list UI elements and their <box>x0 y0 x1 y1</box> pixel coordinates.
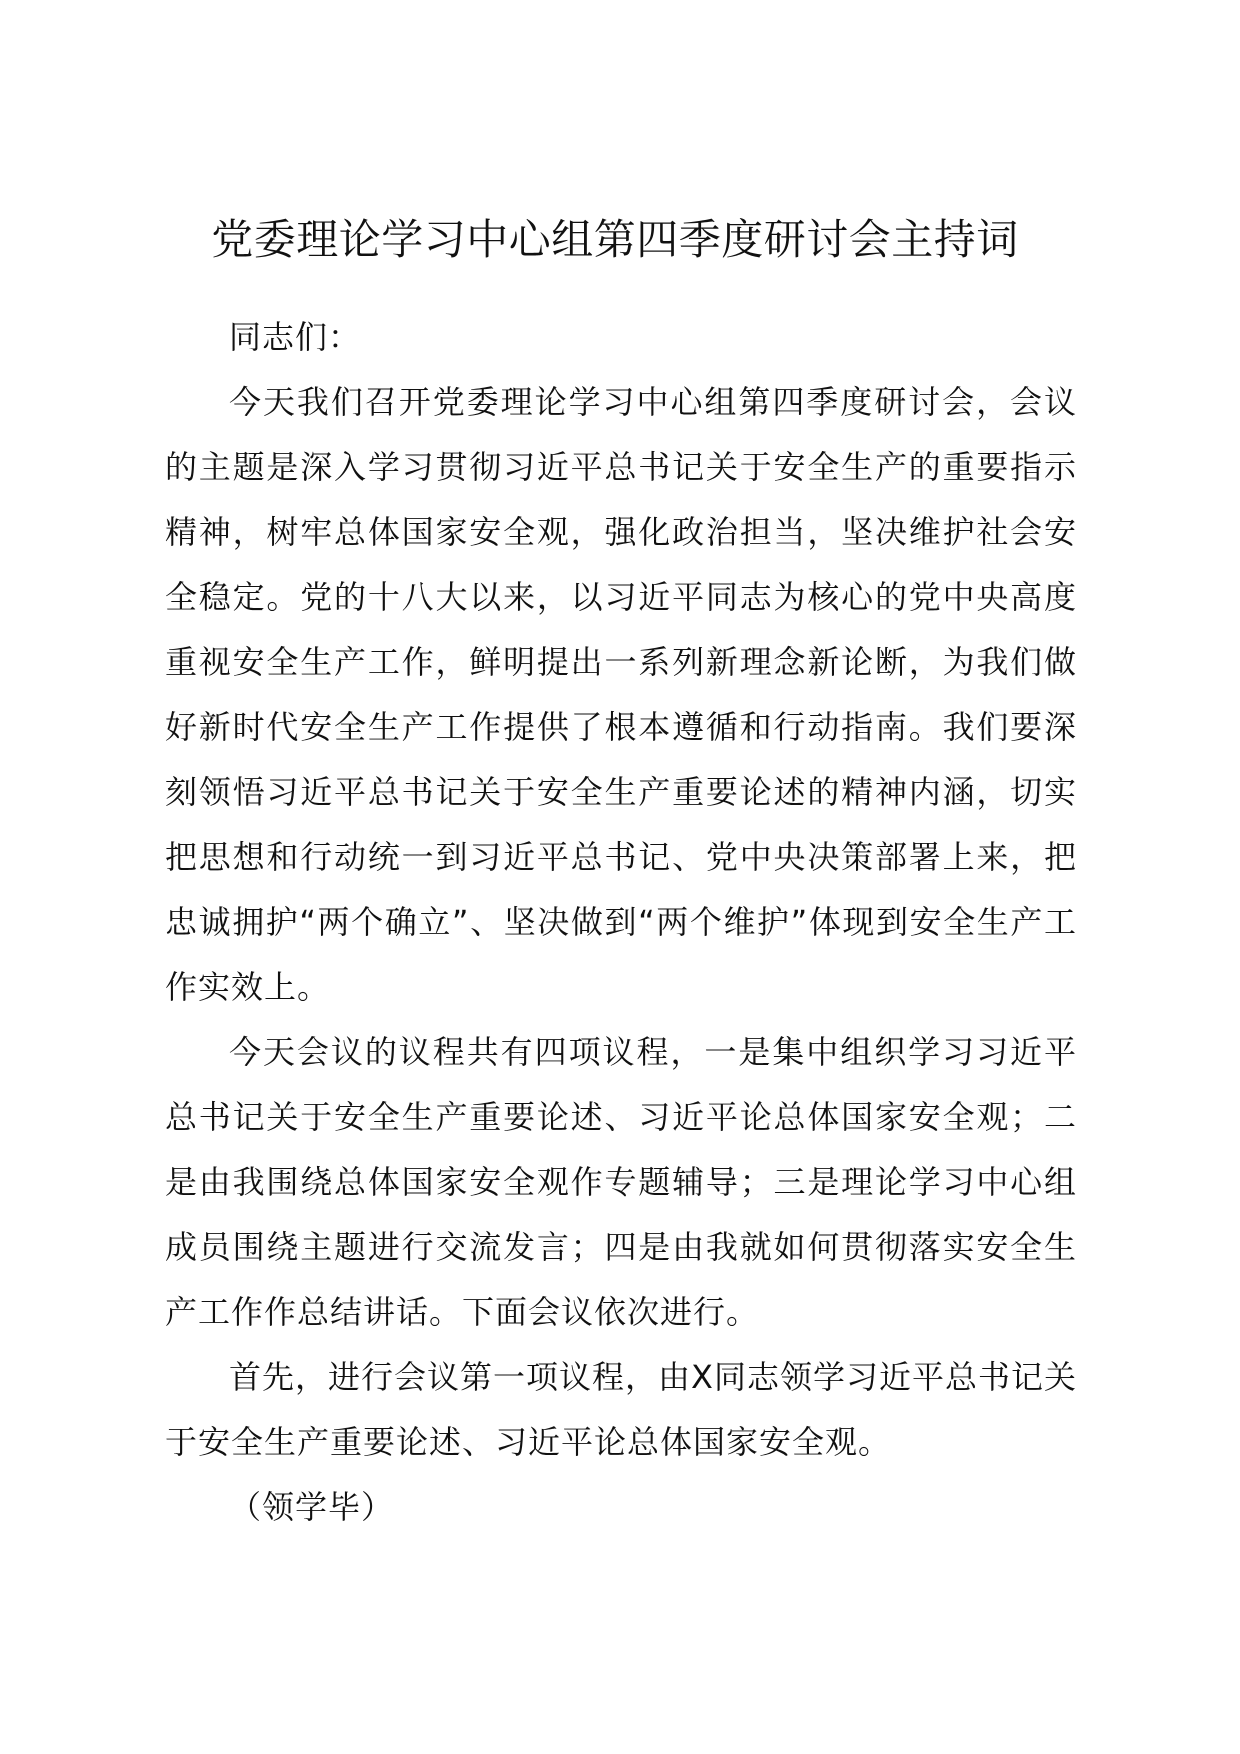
paragraph-intro: 今天我们召开党委理论学习中心组第四季度研讨会，会议的主题是深入学习贯彻习近平总书记关于安全生产的重要指示精神，树牢总体国家安全观，强化政治担当，坚决维护社会安全稳定。党的十八大以来，以习近平同志为核心的党中央高度重视安全生产工作，鲜明提出一系列新理念新论断，为我们做好新时代安全生产工作提供了根本遵循和行动指南。我们要深刻领悟习近平总书记关于安全生产重要论述的精神内涵，切实把思想和行动统一到习近平总书记、党中央决策部署上来，把忠诚拥护“两个确立”、坚决做到“两个维护”体现到安全生产工作实效上。 <box>165 383 1077 1006</box>
paragraph-agenda: 今天会议的议程共有四项议程，一是集中组织学习习近平总书记关于安全生产重要论述、习近平论总体国家安全观；二是由我围绕总体国家安全观作专题辅导；三是理论学习中心组成员围绕主题进行交流发言；四是由我就如何贯彻落实安全生产工作作总结讲话。下面会议依次进行。 <box>165 1033 1077 1331</box>
document-title: 党委理论学习中心组第四季度研讨会主持词 <box>211 215 1019 264</box>
salutation: 同志们： <box>229 318 362 356</box>
document-body <box>165 305 1077 1540</box>
paragraph-first-item: 首先，进行会议第一项议程，由X同志领学习近平总书记关于安全生产重要论述、习近平论总体国家安全观。 <box>165 1358 1077 1461</box>
paragraph-note: （领学毕） <box>229 1488 395 1526</box>
